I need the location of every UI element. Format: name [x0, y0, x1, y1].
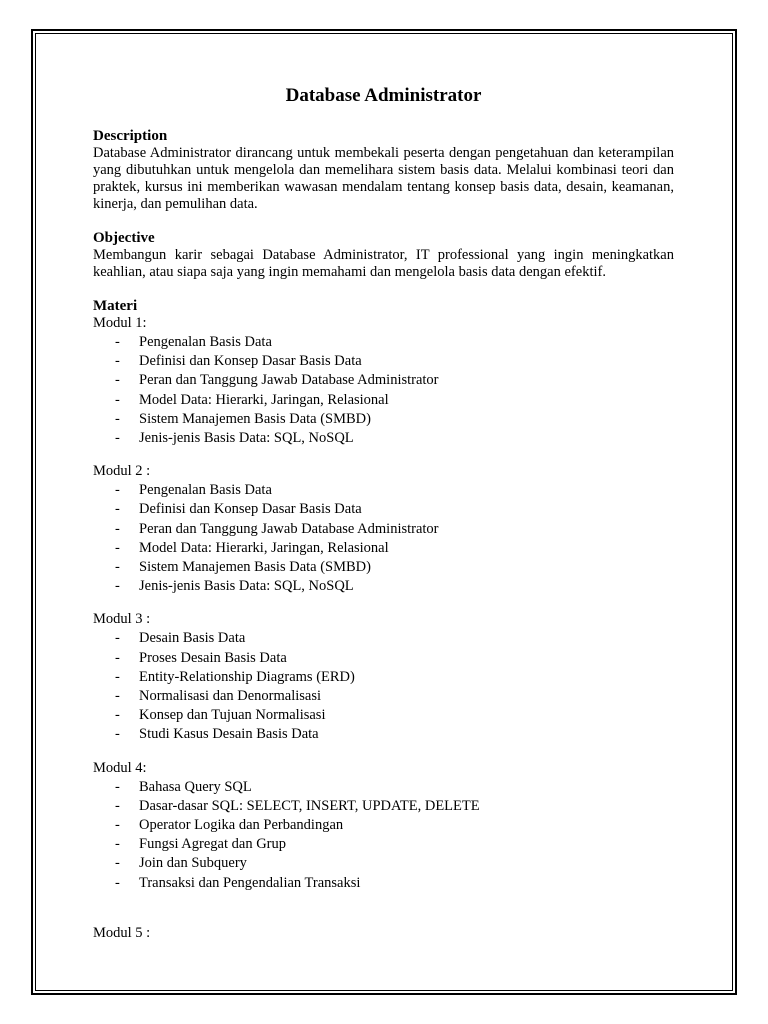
list-item	[93, 558, 674, 577]
list-item	[93, 797, 674, 816]
dash-bullet: -	[115, 520, 120, 537]
topic-label: Jenis-jenis Basis Data: SQL, NoSQL	[139, 430, 354, 447]
list-item	[93, 778, 674, 797]
topic-label: Peran dan Tanggung Jawab Database Administrator	[139, 520, 439, 537]
dash-bullet: -	[115, 688, 120, 705]
module-4	[93, 760, 674, 893]
dash-bullet: -	[115, 410, 120, 427]
list-item	[93, 668, 674, 687]
list-item	[93, 410, 674, 429]
topic-label: Entity-Relationship Diagrams (ERD)	[139, 668, 355, 685]
list-item	[93, 854, 674, 873]
dash-bullet: -	[115, 501, 120, 518]
module-topic-list	[93, 778, 674, 893]
description-section	[93, 128, 674, 213]
topic-label: Pengenalan Basis Data	[139, 482, 272, 499]
module-title: Modul 5 :	[93, 924, 151, 941]
list-item	[93, 816, 674, 835]
objective-text: Membangun karir sebagai Database Administrator, IT professional yang ingin meningkatkan keahlian, atau siapa saja yang ingin memahami dan mengelola basis data dengan efektif.	[93, 247, 674, 280]
topic-label: Transaksi dan Pengendalian Transaksi	[139, 874, 361, 891]
list-item	[93, 649, 674, 668]
module-topic-list	[93, 333, 674, 448]
module-2	[93, 463, 674, 596]
topic-label: Definisi dan Konsep Dasar Basis Data	[139, 501, 362, 518]
document-body	[93, 84, 674, 957]
dash-bullet: -	[115, 372, 120, 389]
description-text: Database Administrator dirancang untuk membekali peserta dengan pengetahuan dan keterampilan yang dibutuhkan untuk mengelola dan memelihara sistem basis data. Melalui kombinasi teori dan praktek, kursus ini memberikan wawasan mendalam tentang konsep basis data, desain, keamanan, kinerja, dan pemulihan data.	[93, 145, 674, 212]
topic-label: Normalisasi dan Denormalisasi	[139, 688, 322, 705]
module-title: Modul 3 :	[93, 611, 151, 628]
materi-heading: Materi	[93, 298, 138, 314]
spacer	[93, 281, 674, 298]
topic-label: Definisi dan Konsep Dasar Basis Data	[139, 353, 362, 370]
topic-label: Jenis-jenis Basis Data: SQL, NoSQL	[139, 578, 354, 595]
dash-bullet: -	[115, 353, 120, 370]
module-topic-list	[93, 481, 674, 596]
module-title: Modul 1:	[93, 315, 147, 331]
list-item	[93, 352, 674, 371]
dash-bullet: -	[115, 797, 120, 814]
description-heading: Description	[93, 128, 168, 144]
topic-label: Peran dan Tanggung Jawab Database Administrator	[139, 372, 439, 389]
topic-label: Fungsi Agregat dan Grup	[139, 836, 286, 853]
list-item	[93, 629, 674, 648]
module-title: Modul 4:	[93, 759, 147, 776]
module-title: Modul 2 :	[93, 463, 151, 480]
list-item	[93, 725, 674, 744]
materi-section	[93, 298, 674, 942]
dash-bullet: -	[115, 817, 120, 834]
dash-bullet: -	[115, 430, 120, 447]
topic-label: Model Data: Hierarki, Jaringan, Relasional	[139, 391, 389, 408]
module-3	[93, 611, 674, 744]
topic-label: Desain Basis Data	[139, 630, 246, 647]
module-topic-list	[93, 629, 674, 744]
dash-bullet: -	[115, 578, 120, 595]
list-item	[93, 391, 674, 410]
dash-bullet: -	[115, 391, 120, 408]
list-item	[93, 687, 674, 706]
objective-heading: Objective	[93, 230, 155, 246]
list-item	[93, 835, 674, 854]
topic-label: Pengenalan Basis Data	[139, 334, 272, 350]
objective-section	[93, 230, 674, 281]
topic-label: Sistem Manajemen Basis Data (SMBD)	[139, 559, 371, 576]
list-item	[93, 500, 674, 519]
module-5	[93, 925, 674, 942]
dash-bullet: -	[115, 334, 120, 350]
list-item	[93, 371, 674, 390]
topic-label: Join dan Subquery	[139, 855, 247, 872]
topic-label: Operator Logika dan Perbandingan	[139, 817, 344, 834]
dash-bullet: -	[115, 855, 120, 872]
list-item	[93, 874, 674, 893]
list-item	[93, 539, 674, 558]
document-title: Database Administrator	[285, 85, 482, 106]
topic-label: Dasar-dasar SQL: SELECT, INSERT, UPDATE, DELETE	[139, 797, 480, 814]
dash-bullet: -	[115, 726, 120, 743]
list-item	[93, 706, 674, 725]
dash-bullet: -	[115, 707, 120, 724]
topic-label: Proses Desain Basis Data	[139, 649, 287, 666]
spacer	[93, 213, 674, 230]
topic-label: Bahasa Query SQL	[139, 778, 252, 795]
dash-bullet: -	[115, 649, 120, 666]
list-item	[93, 520, 674, 539]
topic-label: Model Data: Hierarki, Jaringan, Relasional	[139, 539, 389, 556]
dash-bullet: -	[115, 778, 120, 795]
dash-bullet: -	[115, 874, 120, 891]
list-item	[93, 429, 674, 448]
dash-bullet: -	[115, 630, 120, 647]
dash-bullet: -	[115, 539, 120, 556]
topic-label: Konsep dan Tujuan Normalisasi	[139, 707, 326, 724]
dash-bullet: -	[115, 836, 120, 853]
dash-bullet: -	[115, 482, 120, 499]
module-1	[93, 315, 674, 448]
dash-bullet: -	[115, 559, 120, 576]
list-item	[93, 481, 674, 500]
list-item	[93, 577, 674, 596]
list-item	[93, 333, 674, 352]
topic-label: Sistem Manajemen Basis Data (SMBD)	[139, 410, 371, 427]
dash-bullet: -	[115, 668, 120, 685]
topic-label: Studi Kasus Desain Basis Data	[139, 726, 319, 743]
